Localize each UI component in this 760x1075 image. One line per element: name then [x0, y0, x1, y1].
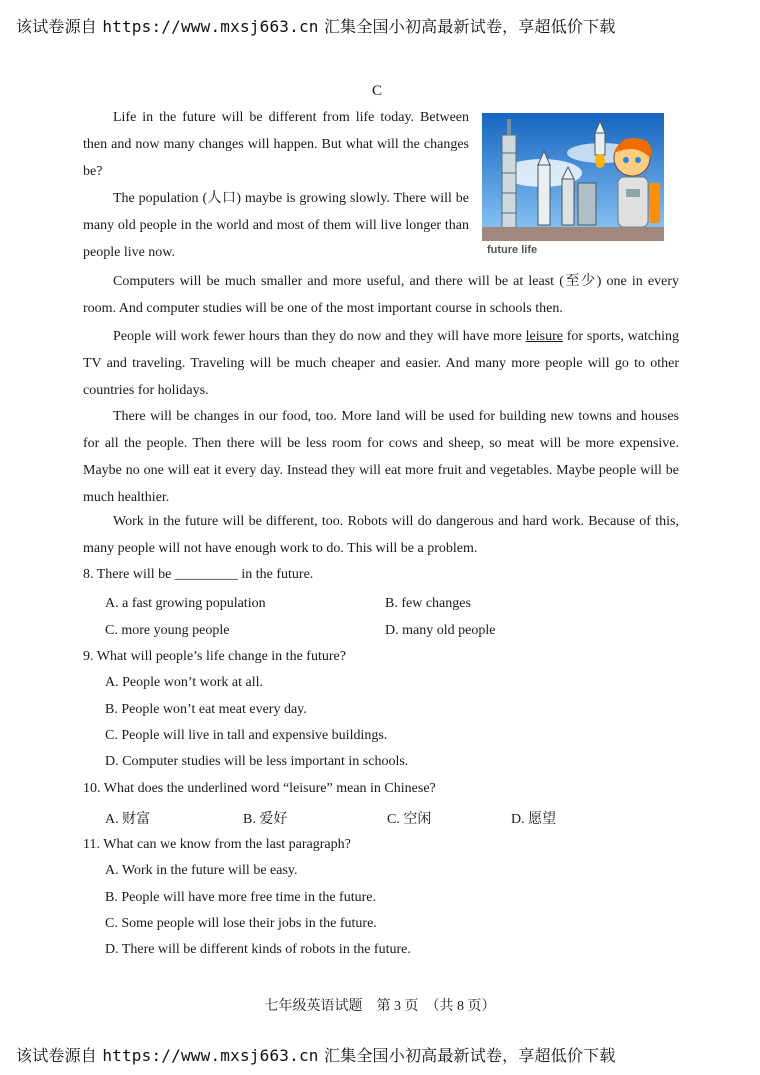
question-8-option-a[interactable]: A. a fast growing population: [105, 596, 266, 611]
page-footer: 七年级英语试题 第 3 页 （共 8 页）: [264, 999, 496, 1014]
question-9-option-b[interactable]: B. People won’t eat meat every day.: [105, 702, 307, 717]
passage-paragraph-1: Life in the future will be different from life today. Between then and now many changes will happen. But what will the changes be?: [83, 110, 469, 179]
question-11-option-b[interactable]: B. People will have more free time in the future.: [105, 890, 376, 905]
question-10-option-d[interactable]: D. 愿望: [511, 812, 557, 827]
question-11-option-a[interactable]: A. Work in the future will be easy.: [105, 863, 298, 878]
banner-suffix: 汇集全国小初高最新试卷，享超低价下载: [323, 1046, 616, 1065]
question-11-option-c[interactable]: C. Some people will lose their jobs in the future.: [105, 916, 377, 931]
passage-paragraph-2: The population (人口) maybe is growing slowly. There will be many old people in the world and most of them will live longer than people live now.: [83, 191, 469, 260]
question-8-option-d[interactable]: D. many old people: [385, 623, 496, 638]
passage-paragraph-6: Work in the future will be different, too. Robots will do dangerous and hard work. Because of this, many people will not have enough work to do. This will be a problem.: [83, 514, 679, 556]
banner-prefix: 该试卷源自: [16, 17, 98, 36]
banner-suffix: 汇集全国小初高最新试卷，享超低价下载: [323, 17, 616, 36]
future-life-illustration: [482, 113, 664, 241]
question-9-stem: 9. What will people’s life change in the future?: [83, 649, 346, 664]
question-11-option-d[interactable]: D. There will be different kinds of robots in the future.: [105, 942, 411, 957]
question-8-option-b[interactable]: B. few changes: [385, 596, 471, 611]
paragraph-4-text-after: for sports, watching TV and traveling. Traveling will be much cheaper and easier. And many more people will go to other countries for holidays.: [83, 329, 679, 398]
underlined-word-leisure: leisure: [525, 329, 563, 344]
question-9-option-d[interactable]: D. Computer studies will be less important in schools.: [105, 754, 409, 769]
passage-paragraph-4: [83, 323, 679, 404]
banner-prefix: 该试卷源自: [16, 1046, 98, 1065]
question-10-option-a[interactable]: A. 财富: [105, 812, 151, 827]
question-10-option-c[interactable]: C. 空闲: [387, 812, 432, 827]
question-9-option-c[interactable]: C. People will live in tall and expensive buildings.: [105, 728, 388, 743]
question-10-option-b[interactable]: B. 爱好: [243, 812, 288, 827]
source-banner-bottom: [16, 1043, 616, 1066]
banner-url[interactable]: https://www.mxsj663.cn: [102, 1046, 319, 1065]
question-9-option-a[interactable]: A. People won’t work at all.: [105, 675, 263, 690]
question-11-stem: 11. What can we know from the last paragraph?: [83, 837, 351, 852]
illustration-svg: [482, 113, 664, 241]
paragraph-4-text-before: People will work fewer hours than they do now and they will have more: [113, 329, 526, 344]
section-letter: C: [372, 83, 383, 99]
illustration-caption: future life: [487, 244, 538, 256]
passage-paragraph-3: Computers will be much smaller and more useful, and there will be at least (至少) one in every room. And computer studies will be one of the most important course in schools then.: [83, 274, 679, 316]
banner-url[interactable]: https://www.mxsj663.cn: [102, 17, 319, 36]
question-8-stem: 8. There will be _________ in the future.: [83, 567, 314, 582]
source-banner-top: [16, 14, 616, 37]
question-8-option-c[interactable]: C. more young people: [105, 623, 230, 638]
question-10-stem: 10. What does the underlined word “leisure” mean in Chinese?: [83, 781, 436, 796]
passage-paragraph-5: There will be changes in our food, too. More land will be used for building new towns and houses for all the people. Then there will be less room for cows and sheep, so meat will be more expensive. Maybe no one will eat it every day. Instead they will eat more fruit and vegetables. Maybe people will be much healthier.: [83, 409, 679, 505]
